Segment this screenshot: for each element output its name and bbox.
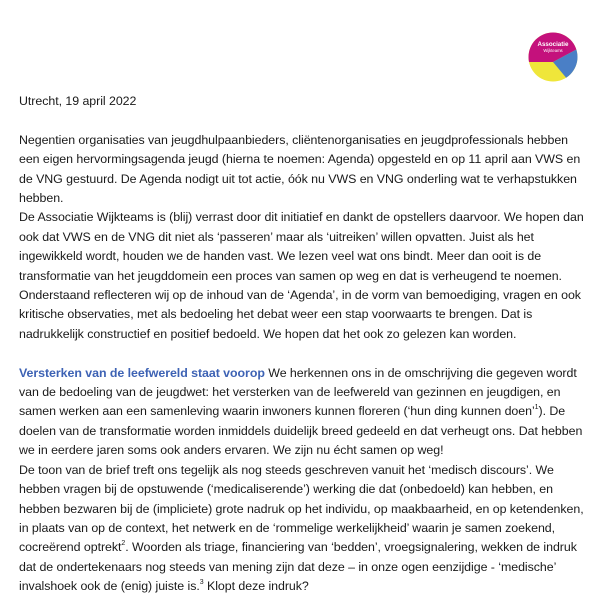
logo-text-line1: Associatie	[537, 41, 569, 48]
footnote-ref-2[interactable]: 2	[121, 540, 126, 548]
letter-body	[19, 92, 585, 597]
section-1-heading: Versterken van de leefwereld staat voorop	[19, 365, 265, 380]
footnote-ref-3[interactable]: 3	[199, 579, 204, 586]
section-1-text-a: We herkennen ons in de omschrijving die gegeven wordt van de bedoeling van de jeugdwet: het versterken van de leefwereld van gezinnen en jeugdigen, en samen werken aan een samenleving waarin inwoners kunnen floreren (‘hun ding kunnen doen’	[19, 365, 577, 419]
section-1-paragraph-1	[19, 364, 585, 461]
section-1-text-d: . Woorden als triage, financiering van ‘bedden’, vroegsignalering, wekken de indruk dat de ondertekenaars nog steeds van mening zijn dat deze – in onze ogen eenzijdige - ‘medische’ invalshoek ook de (enig) juiste is.	[19, 540, 577, 594]
section-1-text-c: De toon van de brief treft ons tegelijk als nog steeds geschreven vanuit het ‘medisch discours’. We hebben vragen bij de opstuwende (‘medicaliserende’) werking die dat (onbedoeld) kan hebben, en hebben bezwaren bij de (impliciete) grote nadruk op het individu, op maakbaarheid, en op ketendenken, in plaats van op de context, het netwerk en de ‘rommelige werkelijkheid’ waarin je samen zoekend, cocreërend optrekt	[19, 462, 584, 555]
section-1-text-b: ). De doelen van de transformatie worden inmiddels duidelijk breed gedeeld en dat verheugt ons. Dat hebben we in eerdere jaren soms ook anders ervaren. We zijn nu écht samen op weg!	[19, 404, 583, 458]
section-1-text-e: Klopt deze indruk?	[203, 579, 309, 594]
associatie-wijkteams-logo	[528, 32, 578, 82]
logo-circle-icon	[528, 32, 578, 82]
intro-paragraph-2: De Associatie Wijkteams is (blij) verrast door dit initiatief en dankt de opstellers daarvoor. We hopen dan ook dat VWS en de VNG dit niet als ‘passeren’ maar als ‘uitreiken’ willen opvatten. Juist als het ingewikkeld wordt, houden we de handen vast. We lezen veel wat ons bindt. Meer dan ooit is de transformatie van het jeugddomein een proces van samen op weg en dat is verheugend te noemen. Onderstaand reflecteren wij op de inhoud van de ‘Agenda’, in de vorm van bemoediging, vragen en ook kritische observaties, met als bedoeling het debat weer een stap voorwaarts te brengen. Dat is nadrukkelijk constructief en positief bedoeld. We hopen dat het ook zo gelezen kan worden.	[19, 210, 584, 341]
intro-paragraph-1: Negentien organisaties van jeugdhulpaanbieders, cliëntenorganisaties en jeugdprofessionals hebben een eigen hervormingsagenda jeugd (hierna te noemen: Agenda) opgesteld en op 11 april aan VWS en de VNG gestuurd. De Agenda nodigt uit tot actie, óók nu VWS en VNG onderling wat te verhapstukken hebben.	[19, 132, 581, 206]
section-1-paragraph-2	[19, 461, 585, 597]
letter-date: Utrecht, 19 april 2022	[19, 94, 137, 108]
logo-text-line2: Wijkteams	[543, 48, 563, 53]
footnote-ref-1[interactable]: 1	[534, 404, 539, 412]
